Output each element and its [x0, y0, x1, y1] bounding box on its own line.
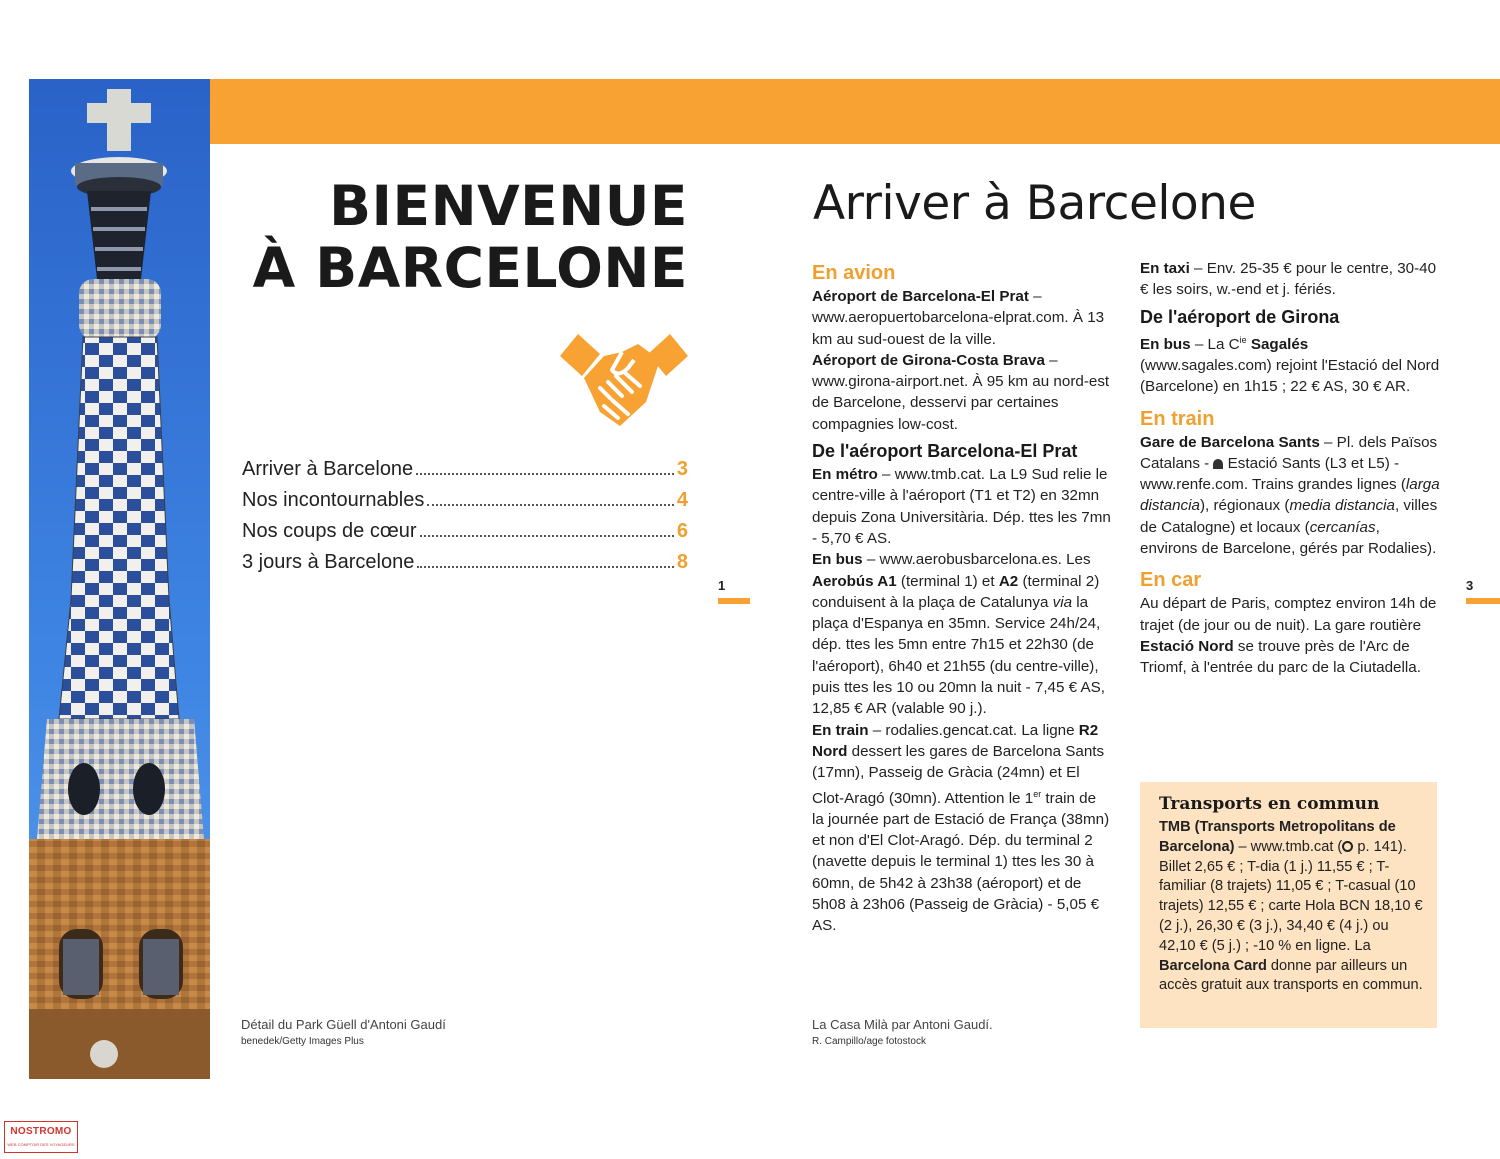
paragraph-text: – rodalies.gencat.cat. La ligne [868, 721, 1079, 739]
paragraph-text: se trouve près de l'Arc de Triomf, à l'entrée du parc de la Ciutadella. [1140, 637, 1421, 677]
paragraph-text: (www.sagales.com) rejoint l'Estació del Nord (Barcelone) en 1h15 ; 22 € AS, 30 € AR. [1140, 356, 1440, 396]
toc-leader-dots [416, 473, 674, 475]
page-number-bar [718, 598, 750, 604]
paragraph-text: – La C [1190, 335, 1240, 353]
paragraph-text: – www.girona-airport.net. À 95 km au nord-est de Barcelone, desservi par certaines compagnies low-cost. [812, 351, 1110, 433]
toc-item-page: 3 [676, 458, 688, 480]
paragraph-el-prat [812, 286, 1112, 350]
superscript: ie [1239, 334, 1247, 345]
bus-line: A2 [998, 572, 1019, 590]
card-name: Barcelona Card [1159, 957, 1267, 974]
photo-credit: R. Campillo/age fotostock [812, 1036, 926, 1047]
paragraph-text: donne par ailleurs un accès gratuit aux transports en commun. [1159, 957, 1423, 994]
paragraph-text: (terminal 2) conduisent à la plaça de Catalunya [812, 572, 1100, 611]
italic-text: cercanías [1309, 518, 1376, 536]
welcome-title-line1: BIENVENUE [329, 174, 688, 238]
italic-text: media distancia [1289, 497, 1395, 515]
toc-item-page: 6 [676, 520, 688, 542]
table-of-contents [242, 458, 688, 582]
text-column-1 [812, 258, 1112, 937]
page-number-left: 1 [718, 578, 726, 593]
paragraph-text: – Pl. dels Països Catalans - [1140, 433, 1438, 472]
text-column-2 [1140, 258, 1440, 679]
paragraph-text: – www.aerobusbarcelona.es. Les [862, 551, 1091, 569]
header-color-band [210, 79, 1500, 144]
toc-item-label: Nos incontournables [242, 489, 425, 511]
label: En métro [812, 466, 878, 484]
heading-en-avion: En avion [812, 262, 896, 284]
photo-caption-middle [812, 1016, 993, 1050]
label: En train [812, 721, 869, 739]
paragraph-text: – www.tmb.cat. La L9 Sud relie le centre-ville à l'aéroport (T1 et T2) en 32mn depuis Zona Universitària. Dép. ttes les 7mn - 5,70 € AS. [812, 466, 1111, 547]
italic-text: larga distancia [1140, 476, 1440, 515]
logo-name: NOSTROMO [10, 1126, 72, 1137]
toc-item-label: Arriver à Barcelone [242, 458, 414, 480]
paragraph-text: – www.tmb.cat ( [1234, 838, 1343, 855]
handshake-icon [560, 326, 688, 433]
toc-item[interactable] [242, 489, 688, 520]
logo-tagline: WEB COMPTOIR DES VOYAGEURS [7, 1142, 75, 1147]
paragraph-taxi [1140, 258, 1440, 301]
paragraph-text: Au départ de Paris, comptez environ 14h de trajet (de jour ou de nuit). La gare routière [1140, 595, 1437, 634]
toc-leader-dots [420, 535, 674, 537]
heading-en-train: En train [1140, 407, 1215, 430]
toc-item[interactable] [242, 551, 688, 582]
paragraph-text: (terminal 1) et [896, 572, 999, 590]
metro-icon [1213, 459, 1223, 469]
page-reference-icon [1342, 841, 1353, 852]
paragraph-girona-bus [1140, 330, 1440, 398]
label: En bus [812, 551, 863, 569]
toc-item[interactable] [242, 458, 688, 489]
paragraph-bus [812, 549, 1112, 719]
toc-item-page: 4 [676, 489, 688, 511]
paragraph-text: , villes de Catalogne) et locaux ( [1140, 497, 1438, 536]
photo-caption-left [241, 1016, 446, 1050]
heading-from-girona: De l'aéroport de Girona [1140, 306, 1340, 327]
toc-item[interactable] [242, 520, 688, 551]
airport-name: Aéroport de Barcelona-El Prat [812, 288, 1029, 305]
paragraph-text: dessert les gares de Barcelona Sants (17mn), Passeig de Gràcia (24mn) et El Clot-Aragó (30mn). Attention le 1 [812, 742, 1105, 807]
welcome-title [230, 175, 688, 299]
toc-leader-dots [427, 504, 674, 506]
paragraph-train [812, 720, 1112, 937]
toc-item-label: 3 jours à Barcelone [242, 551, 415, 573]
park-guell-photo [29, 79, 210, 1079]
paragraph-text: – Env. 25-35 € pour le centre, 30-40 € les soirs, w.-end et j. fériés. [1140, 260, 1437, 299]
station-name: Gare de Barcelona Sants [1140, 433, 1320, 451]
page-number-right: 3 [1466, 578, 1474, 593]
train-line: R2 Nord [812, 721, 1099, 760]
label: En bus [1140, 335, 1191, 353]
caption-text: La Casa Milà par Antoni Gaudí. [812, 1017, 993, 1032]
paragraph-text: train de la journée part de Estació de França (38mn) et non d'El Clot-Aragó. Dép. du terminal 2 (navette depuis le terminal 1) ttes les 30 à 60mn, de 5h42 à 23h38 (aéroport) et de 5h08 à 23h06 (Passeig de Gràcia) - 5,05 € AS. [812, 789, 1110, 935]
superscript: er [1033, 788, 1042, 799]
toc-leader-dots [417, 566, 674, 568]
public-transport-box [1140, 782, 1437, 1028]
paragraph-text: ), régionaux ( [1199, 497, 1290, 515]
box-title: Transports en commun [1159, 794, 1380, 814]
heading-en-car: En car [1140, 569, 1202, 592]
paragraph-text: la plaça d'Espanya en 35mn. Service 24h/24, dép. ttes les 5mn entre 7h15 et 22h30 (de l'aéroport), 6h40 et 21h55 (du centre-ville), puis ttes les 10 ou 20mn la nuit - 7,45 € AS, 12,85 € AR (valable 90 j.). [812, 593, 1105, 718]
company-name: Sagalés [1246, 335, 1309, 353]
operator-name: TMB (Transports Metropolitans de Barcelona) [1159, 819, 1396, 855]
paragraph-sants [1140, 432, 1440, 560]
airport-name: Aéroport de Girona-Costa Brava [812, 351, 1045, 369]
paragraph-car [1140, 593, 1440, 678]
heading-from-el-prat: De l'aéroport Barcelona-El Prat [812, 441, 1078, 462]
caption-text: Détail du Park Güell d'Antoni Gaudí [241, 1017, 446, 1032]
paragraph-metro [812, 464, 1112, 549]
bus-line: Aerobús A1 [812, 572, 897, 590]
paragraph-text: , environs de Barcelone, gérés par Rodalies). [1140, 518, 1437, 558]
paragraph-text: p. 141). Billet 2,65 € ; T-dia (1 j.) 11,55 € ; T-familiar (8 trajets) 11,05 € ; T-casual (10 trajets) 12,55 € ; carte Hola BCN 18,10 € (2 j.), 26,30 € (3 j.), 34,40 € (4 j.) ou 42,10 € (5 j.) ; -10 % en ligne. La [1159, 838, 1423, 954]
paragraph-text: – www.aeropuertobarcelona-elprat.com. À 13 km au sud-ouest de la ville. [812, 288, 1105, 348]
photo-credit: benedek/Getty Images Plus [241, 1036, 364, 1047]
page-number-bar [1466, 598, 1500, 604]
toc-item-label: Nos coups de cœur [242, 520, 417, 542]
toc-item-page: 8 [676, 551, 688, 573]
section-title: Arriver à Barcelone [813, 176, 1256, 231]
paragraph-text: Estació Sants (L3 et L5) - www.renfe.com. Trains grandes lignes ( [1140, 454, 1406, 494]
paragraph-girona [812, 350, 1112, 435]
welcome-title-line2: À BARCELONE [252, 236, 688, 300]
box-paragraph [1159, 818, 1423, 996]
label: En taxi [1140, 260, 1190, 277]
station-name: Estació Nord [1140, 637, 1234, 655]
nostromo-logo[interactable] [4, 1121, 78, 1153]
italic-text: via [1052, 593, 1073, 611]
